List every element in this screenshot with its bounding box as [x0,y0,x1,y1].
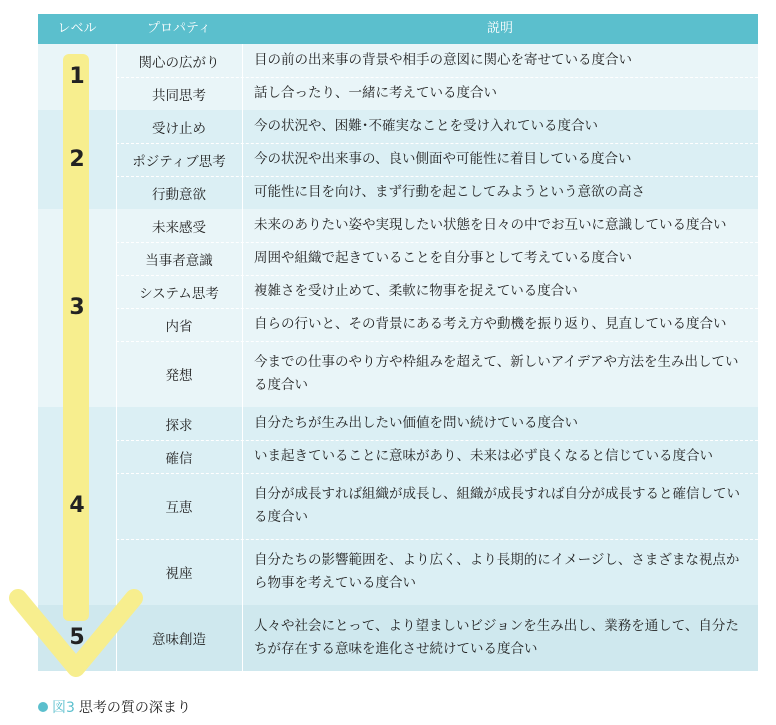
header-property: プロパティ [147,21,211,36]
description-cell: 今の状況や出来事の、良い側面や可能性に着目している度合い [254,151,632,167]
property-cell: 意味創造 [152,632,206,648]
header-description: 説明 [486,21,513,36]
description-cell: 複雑さを受け止めて、柔軟に物事を捉えている度合い [254,283,578,299]
description-cell: 自分が成長すれば組織が成長し、組織が成長すれば自分が成長すると確信している度合い [254,486,740,525]
level-number: 5 [69,625,85,650]
figure-caption [38,697,191,717]
description-cell: 話し合ったり、一緒に考えている度合い [254,85,497,101]
property-cell: 未来感受 [152,219,206,236]
description-cell: いま起きていることに意味があり、未来は必ず良くなると信じている度合い [254,448,713,464]
level-number: 1 [69,64,85,89]
property-cell: システム思考 [139,285,219,302]
caption-figure-number: 図3 [52,700,75,716]
header-level: レベル [57,21,97,36]
caption-bullet-icon [38,702,48,712]
property-cell: 関心の広がり [138,54,220,71]
level-number: 4 [69,493,85,518]
property-cell: 発想 [165,368,193,384]
description-cell: 今の状況や、困難･不確実なことを受け入れている度合い [254,118,598,134]
description-cell: 自らの行いと、その背景にある考え方や動機を振り返り、見直している度合い [254,316,727,332]
property-cell: 互恵 [165,500,193,516]
level-number: 2 [69,147,85,172]
property-cell: 視座 [165,566,193,582]
property-cell: 確信 [165,450,193,467]
description-cell: 可能性に目を向け、まず行動を起こしてみようという意欲の高さ [254,184,645,200]
description-cell: 自分たちが生み出したい価値を問い続けている度合い [254,415,578,431]
description-cell: 自分たちの影響範囲を、より広く、より長期的にイメージし、さまざまな視点から物事を考えている度合い [254,552,740,591]
caption-text: 思考の質の深まり [78,700,191,716]
property-cell: 受け止め [152,120,206,137]
property-cell: 行動意欲 [152,186,206,203]
description-cell: 周囲や組織で起きていることを自分事として考えている度合い [254,250,632,266]
description-cell: 目の前の出来事の背景や相手の意図に関心を寄せている度合い [254,52,632,68]
description-cell: 今までの仕事のやり方や枠組みを超えて、新しいアイデアや方法を生み出している度合い [254,354,739,393]
description-cell: 未来のありたい姿や実現したい状態を日々の中でお互いに意識している度合い [254,217,727,233]
description-cell: 人々や社会にとって、より望ましいビジョンを生み出し、業務を通して、自分たちが存在する意味を進化させ続けている度合い [254,618,739,657]
level-number: 3 [69,295,85,320]
property-cell: 共同思考 [152,87,206,104]
property-cell: 内省 [165,318,193,335]
property-cell: 探求 [165,417,193,434]
property-cell: 当事者意識 [145,252,213,269]
property-cell: ポジティブ思考 [132,153,226,170]
